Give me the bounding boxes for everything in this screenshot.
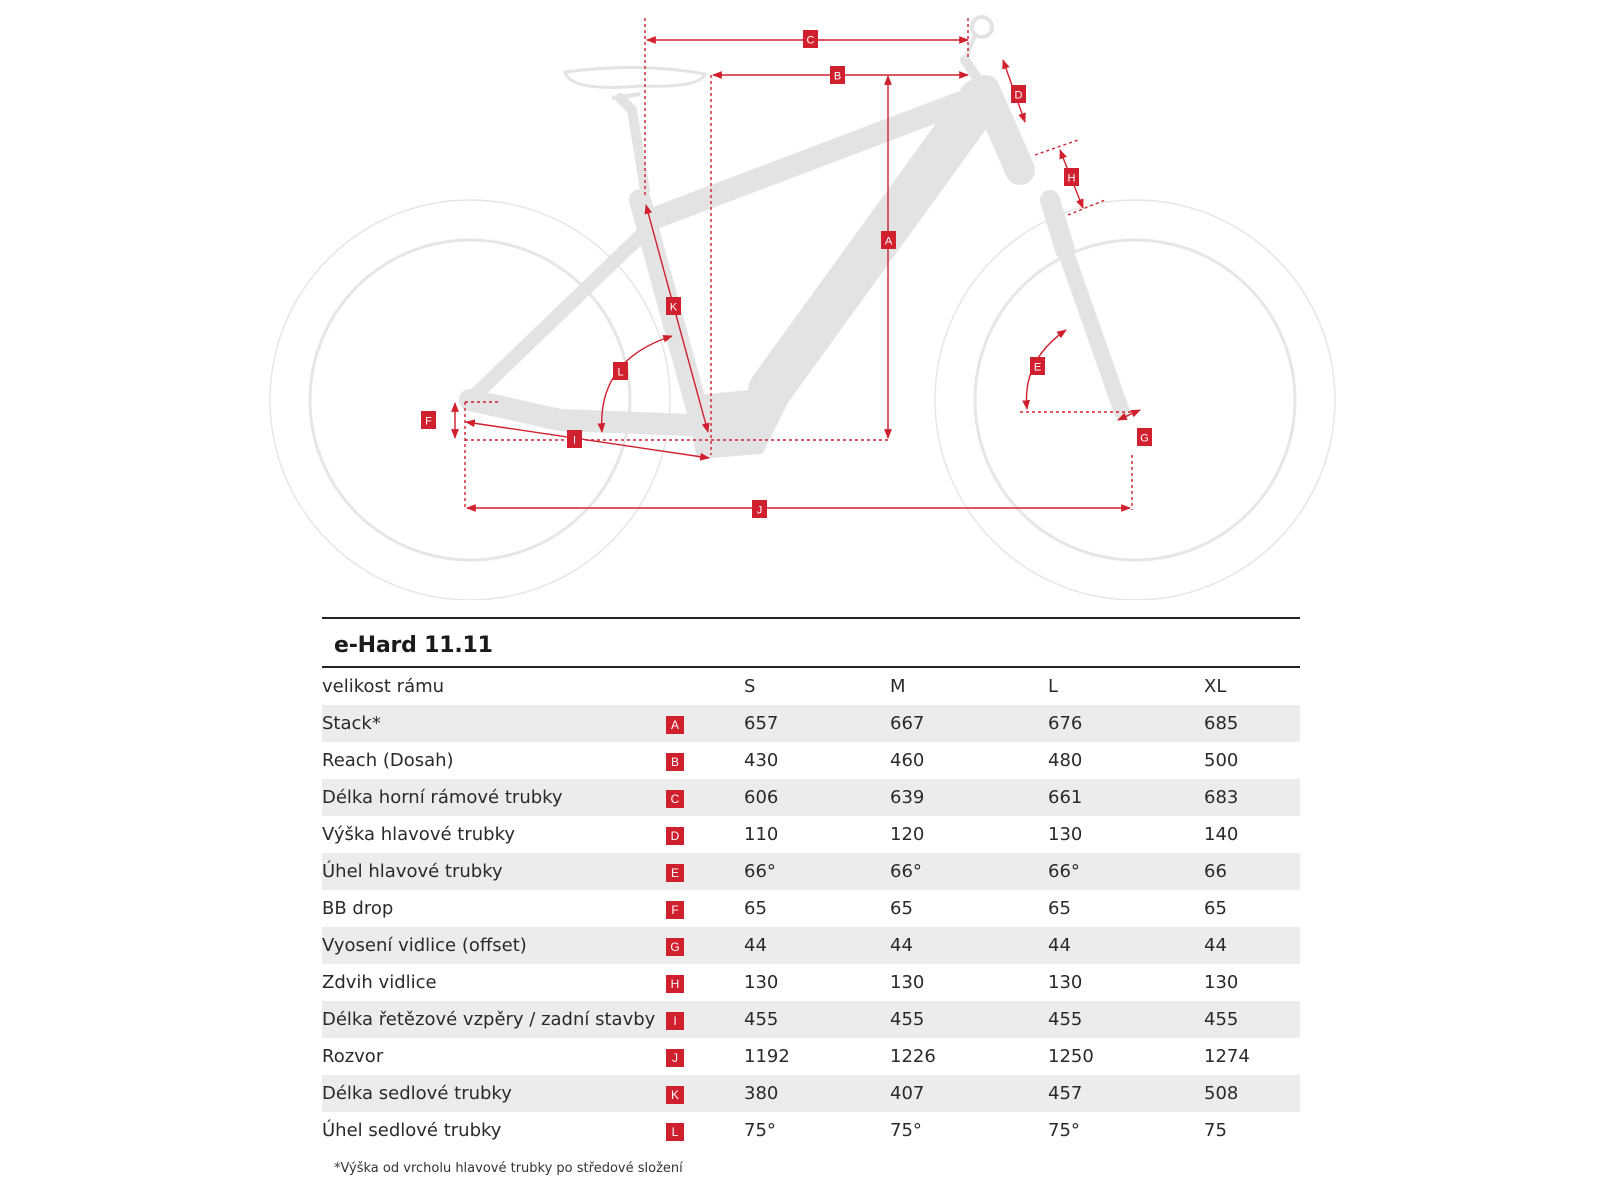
row-label: BB drop [322,898,394,919]
row-label: Délka horní rámové trubky [322,779,666,816]
geometry-table-body [322,705,1300,1149]
svg-text:F: F [425,415,432,428]
tag-J [752,500,767,518]
value-size-s: 1192 [744,1046,790,1067]
row-tag-cell [666,779,744,816]
header-size-m: M [890,676,906,697]
value-size-s: 130 [744,972,779,993]
tag-B [830,66,845,84]
value-size-s: 110 [744,824,779,845]
value-size-m: 130 [890,972,925,993]
row-tag-cell [666,1038,744,1075]
tag-E [1030,357,1045,375]
tag-K [666,297,681,315]
footnote: *Výška od vrcholu hlavové trubky po středové složení [334,1161,683,1176]
header-tag-spacer [666,668,744,705]
table-row [322,1001,1300,1038]
row-tag: H [666,975,684,993]
value-size-xl: 66 [1204,853,1300,890]
tag-A [881,231,896,249]
value-size-xl: 140 [1204,824,1239,845]
row-tag: K [666,1086,684,1104]
row-tag: C [666,790,684,808]
header-row [322,668,1300,705]
row-label: Výška hlavové trubky [322,824,515,845]
header-size-l: L [1048,676,1059,697]
header-size-xl: XL [1204,676,1227,697]
svg-text:K: K [669,301,678,314]
row-label: Zdvih vidlice [322,972,437,993]
value-size-s: 657 [744,705,890,742]
row-tag-cell [666,890,744,927]
table-row [322,816,1300,853]
table-row [322,927,1300,964]
svg-text:E: E [1033,361,1042,374]
value-size-l: 676 [1048,705,1204,742]
value-size-s: 380 [744,1075,890,1112]
row-tag: L [666,1123,684,1141]
table-row [322,1075,1300,1112]
value-size-m: 65 [890,898,913,919]
value-size-m: 1226 [890,1046,936,1067]
row-label: Vyosení vidlice (offset) [322,927,666,964]
value-size-s: 455 [744,1001,890,1038]
value-size-xl: 455 [1204,1001,1300,1038]
table-row [322,964,1300,1001]
row-label: Délka sedlové trubky [322,1075,666,1112]
value-size-s: 66° [744,853,890,890]
saddle [565,67,705,190]
table-row [322,742,1300,779]
row-label: Reach (Dosah) [322,750,454,771]
value-size-l: 65 [1048,898,1071,919]
value-size-s: 65 [744,898,767,919]
row-tag: E [666,864,684,882]
dimension-tags [421,30,1152,518]
value-size-l: 1250 [1048,1046,1094,1067]
value-size-m: 460 [890,750,925,771]
table-row [322,1038,1300,1075]
svg-text:C: C [806,34,815,47]
value-size-l: 75° [1048,1120,1080,1141]
value-size-l: 130 [1048,824,1083,845]
value-size-m: 407 [890,1075,1048,1112]
header-frame-size: velikost rámu [322,676,445,697]
table-row [322,779,1300,816]
value-size-m: 455 [890,1001,1048,1038]
value-size-m: 639 [890,779,1048,816]
value-size-s: 75° [744,1120,776,1141]
geometry-section [322,617,1300,1176]
svg-text:G: G [1140,432,1149,445]
value-size-xl: 1274 [1204,1046,1250,1067]
value-size-l: 480 [1048,750,1083,771]
row-tag-cell [666,1001,744,1038]
tag-H [1064,168,1079,186]
row-tag: D [666,827,684,845]
value-size-m: 75° [890,1120,922,1141]
row-tag-cell [666,742,744,779]
value-size-l: 455 [1048,1001,1204,1038]
row-label: Úhel sedlové trubky [322,1120,502,1141]
row-tag: I [666,1012,684,1030]
row-tag: F [666,901,684,919]
dimension-lines [455,18,1140,510]
value-size-xl: 683 [1204,779,1300,816]
svg-text:H: H [1067,172,1076,185]
tag-D [1011,85,1026,103]
value-size-xl: 130 [1204,972,1239,993]
value-size-xl: 65 [1204,898,1227,919]
value-size-l: 44 [1048,927,1204,964]
value-size-xl: 500 [1204,750,1239,771]
row-tag: B [666,753,684,771]
row-tag-cell [666,816,744,853]
value-size-m: 66° [890,853,1048,890]
value-size-m: 120 [890,824,925,845]
tag-I [567,430,582,448]
row-tag-cell [666,853,744,890]
value-size-xl: 75 [1204,1120,1227,1141]
row-label: Úhel hlavové trubky [322,853,666,890]
value-size-m: 44 [890,927,1048,964]
svg-text:B: B [833,70,842,83]
value-size-s: 430 [744,750,779,771]
row-label: Stack* [322,705,666,742]
value-size-xl: 685 [1204,705,1300,742]
value-size-xl: 44 [1204,927,1300,964]
row-tag: G [666,938,684,956]
tag-F [421,411,436,429]
value-size-m: 667 [890,705,1048,742]
front-wheel [935,200,1335,600]
svg-text:I: I [572,434,577,447]
row-tag: A [666,716,684,734]
svg-text:A: A [884,235,893,248]
tag-L [613,362,628,380]
row-tag-cell [666,1075,744,1112]
table-row [322,1112,1300,1149]
value-size-l: 457 [1048,1075,1204,1112]
value-size-s: 44 [744,927,890,964]
value-size-s: 606 [744,779,890,816]
value-size-xl: 508 [1204,1075,1300,1112]
svg-text:D: D [1014,89,1023,102]
svg-text:J: J [756,504,763,517]
geometry-table [322,668,1300,1149]
row-label: Rozvor [322,1046,384,1067]
row-tag-cell [666,705,744,742]
header-size-s: S [744,676,756,697]
tag-C [803,30,818,48]
row-tag-cell [666,1112,744,1149]
tag-G [1137,428,1152,446]
handlebar [965,17,992,60]
row-label: Délka řetězové vzpěry / zadní stavby [322,1001,666,1038]
table-title: e-Hard 11.11 [334,633,493,658]
value-size-l: 130 [1048,972,1083,993]
row-tag-cell [666,927,744,964]
table-row [322,890,1300,927]
row-tag: J [666,1049,684,1067]
table-row [322,705,1300,742]
table-row [322,853,1300,890]
row-tag-cell [666,964,744,1001]
svg-text:L: L [617,366,624,379]
value-size-l: 661 [1048,779,1204,816]
value-size-l: 66° [1048,853,1204,890]
